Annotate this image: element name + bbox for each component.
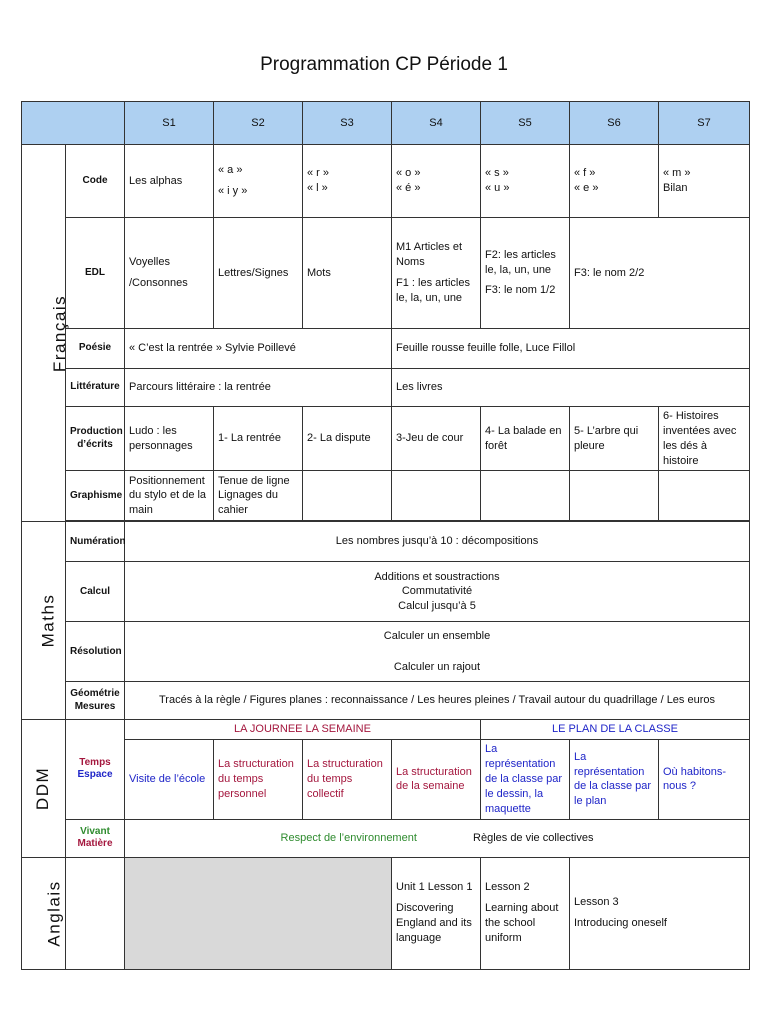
graphisme-s7 (659, 471, 750, 521)
header-blank-cell (22, 102, 125, 145)
row-label-calcul: Calcul (66, 562, 125, 622)
row-label-graphisme: Graphisme (66, 471, 125, 521)
numeration-content: Les nombres jusqu’à 10 : décompositions (125, 522, 750, 562)
section-label-ddm: DDM (33, 766, 53, 811)
page-title: Programmation CP Période 1 (260, 54, 508, 75)
row-calcul (22, 562, 750, 622)
week-header-row (22, 102, 750, 145)
production-s3: 2- La dispute (303, 407, 392, 471)
ddm-s2: La structuration du temps personnel (214, 740, 303, 819)
ddm-journee-header: LA JOURNEE LA SEMAINE (125, 720, 481, 740)
row-label-code: Code (66, 145, 125, 218)
week-header-s3: S3 (303, 102, 392, 145)
code-s1: Les alphas (125, 145, 214, 218)
ddm-s4: La structuration de la semaine (392, 740, 481, 819)
litterature-s4-s7: Les livres (392, 369, 750, 407)
anglais-label-cell (66, 857, 125, 969)
week-header-s5: S5 (481, 102, 570, 145)
week-header-s2: S2 (214, 102, 303, 145)
row-production (22, 407, 750, 471)
edl-s4: M1 Articles et Noms F1 : les articles le, la, un, une (392, 218, 481, 329)
production-s6: 5- L’arbre qui pleure (570, 407, 659, 471)
row-label-vivant-matiere: Vivant Matière (66, 819, 125, 857)
row-numeration (22, 522, 750, 562)
row-geometrie (22, 682, 750, 720)
row-poesie (22, 329, 750, 369)
week-header-s4: S4 (392, 102, 481, 145)
regles-text: Règles de vie collectives (473, 831, 594, 844)
edl-s5: F2: les articles le, la, un, une F3: le nom 1/2 (481, 218, 570, 329)
code-s3: « r » « l » (303, 145, 392, 218)
graphisme-s2: Tenue de ligne Lignages du cahier (214, 471, 303, 521)
row-label-resolution: Résolution (66, 622, 125, 682)
row-label-geometrie: Géométrie Mesures (66, 682, 125, 720)
programming-table (21, 101, 750, 970)
ddm-plan-header: LE PLAN DE LA CLASSE (481, 720, 750, 740)
poesie-s4-s7: Feuille rousse feuille folle, Luce Fillol (392, 329, 750, 369)
row-label-litterature: Littérature (66, 369, 125, 407)
section-maths (22, 522, 66, 720)
week-header-s7: S7 (659, 102, 750, 145)
production-s7: 6- Histoires inventées avec les dés à histoire (659, 407, 750, 471)
calcul-content: Additions et soustractions Commutativité Calcul jusqu’à 5 (125, 562, 750, 622)
code-s4: « o » « é » (392, 145, 481, 218)
production-s1: Ludo : les personnages (125, 407, 214, 471)
respect-text: Respect de l’environnement (280, 831, 417, 844)
edl-s3: Mots (303, 218, 392, 329)
graphisme-s3 (303, 471, 392, 521)
section-label-anglais: Anglais (44, 879, 64, 947)
production-s5: 4- La balade en forêt (481, 407, 570, 471)
row-code (22, 145, 750, 218)
section-label-francais: Français (50, 294, 70, 372)
row-label-edl: EDL (66, 218, 125, 329)
code-s6: « f » « e » (570, 145, 659, 218)
graphisme-s1: Positionnement du stylo et de la main (125, 471, 214, 521)
ddm-s6: La représentation de la classe par le plan (570, 740, 659, 819)
poesie-s1-s3: « C’est la rentrée » Sylvie Poillevé (125, 329, 392, 369)
anglais-s1-s3-gray (125, 857, 392, 969)
row-label-poesie: Poésie (66, 329, 125, 369)
row-resolution (22, 622, 750, 682)
section-anglais (22, 857, 66, 969)
ddm-s7: Où habitons-nous ? (659, 740, 750, 819)
week-header-s1: S1 (125, 102, 214, 145)
row-vivant-matiere (22, 819, 750, 857)
anglais-s5: Lesson 2 Learning about the school uniform (481, 857, 570, 969)
code-s5: « s » « u » (481, 145, 570, 218)
row-ddm-temps (22, 740, 750, 819)
row-ddm-header (22, 720, 750, 740)
section-label-maths: Maths (38, 593, 58, 648)
row-litterature (22, 369, 750, 407)
row-anglais (22, 857, 750, 969)
edl-s6-s7: F3: le nom 2/2 (570, 218, 750, 329)
row-label-numeration: Numération (66, 522, 125, 562)
ddm-s1: Visite de l’école (125, 740, 214, 819)
graphisme-s5 (481, 471, 570, 521)
resolution-content: Calculer un ensemble Calculer un rajout (125, 622, 750, 682)
ddm-s3: La structuration du temps collectif (303, 740, 392, 819)
section-ddm (22, 720, 66, 857)
code-s2: « a » « i y » (214, 145, 303, 218)
geometrie-content: Tracés à la règle / Figures planes : reconnaissance / Les heures pleines / Travail autour du quadrillage / Les euros (125, 682, 750, 720)
anglais-s4: Unit 1 Lesson 1 Discovering England and its language (392, 857, 481, 969)
ddm-s5: La représentation de la classe par le dessin, la maquette (481, 740, 570, 819)
row-label-temps-espace: Temps Espace (66, 720, 125, 819)
production-s4: 3-Jeu de cour (392, 407, 481, 471)
anglais-s6-s7: Lesson 3 Introducing oneself (570, 857, 750, 969)
vivant-matiere-content (125, 819, 750, 857)
week-header-s6: S6 (570, 102, 659, 145)
row-edl (22, 218, 750, 329)
litterature-s1-s3: Parcours littéraire : la rentrée (125, 369, 392, 407)
edl-s2: Lettres/Signes (214, 218, 303, 329)
section-francais (22, 145, 70, 522)
production-s2: 1- La rentrée (214, 407, 303, 471)
graphisme-s6 (570, 471, 659, 521)
row-label-production: Production d’écrits (66, 407, 125, 471)
graphisme-s4 (392, 471, 481, 521)
code-s7: « m » Bilan (659, 145, 750, 218)
row-graphisme (22, 471, 750, 521)
edl-s1: Voyelles /Consonnes (125, 218, 214, 329)
